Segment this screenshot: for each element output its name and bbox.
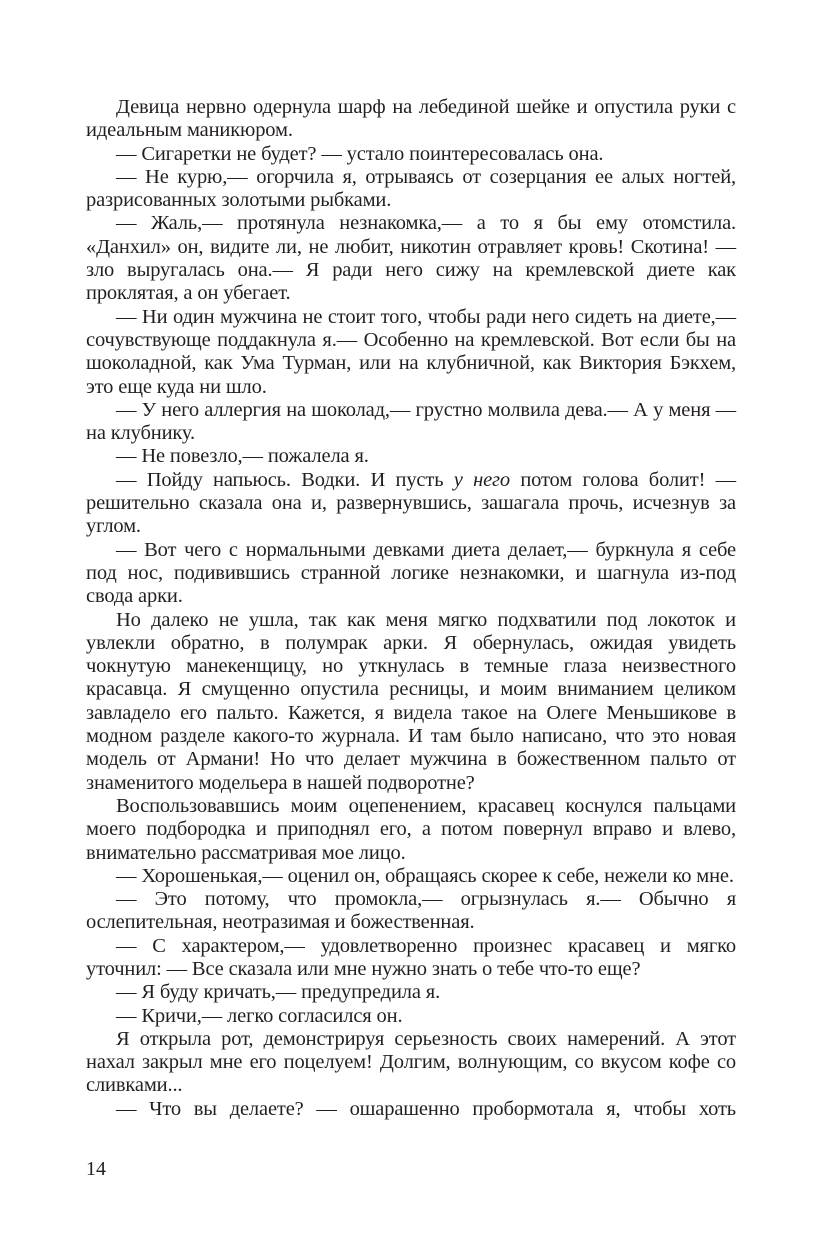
body-text: [86, 96, 736, 1121]
paragraph: Воспользовавшись моим оцепенением, красавец коснулся пальцами моего подбородка и приподнял его, а потом повернул вправо и влево, внимательно рассматривая мое лицо.: [86, 794, 736, 864]
paragraph: — Хорошенькая,— оценил он, обращаясь скорее к себе, нежели ко мне.: [116, 864, 734, 887]
paragraph: — С характером,— удовлетворенно произнес красавец и мягко уточнил: — Все сказала или мне нужно знать о тебе что-то еще?: [86, 934, 736, 980]
paragraph: Я открыла рот, демонстрируя серьезность своих намерений. А этот нахал закрыл мне его поцелуем! Долгим, волнующим, со вкусом кофе со сливками...: [86, 1027, 736, 1097]
page-number: 14: [86, 1158, 106, 1180]
paragraph: — Не повезло,— пожалела я.: [116, 445, 369, 468]
paragraph: — Кричи,— легко согласился он.: [116, 1004, 403, 1027]
paragraph: — Вот чего с нормальными девками диета делает,— буркнула я себе под нос, подивившись странной логике незнакомки, и шагнула из-под свода арки.: [86, 538, 736, 608]
paragraph: — Я буду кричать,— предупредила я.: [116, 981, 441, 1004]
paragraph: — Это потому, что промокла,— огрызнулась я.— Обычно я ослепительная, неотразимая и божественная.: [86, 888, 736, 934]
paragraph: — Жаль,— протянула незнакомка,— а то я бы ему отомстила. «Данхил» он, видите ли, не любит, никотин отравляет кровь! Скотина! — зло выругалась она.— Я ради него сижу на кремлевской диете как проклятая, а он убегает.: [86, 212, 736, 305]
paragraph: — Пойду напьюсь. Водки. И пусть у него потом голова болит! — решительно сказала она и, развернувшись, зашагала прочь, исчезнув за углом.: [86, 468, 736, 538]
paragraph: Но далеко не ушла, так как меня мягко подхватили под локоток и увлекли обратно, в полумрак арки. Я обернулась, ожидая увидеть чокнутую манекенщицу, но уткнулась в темные глаза неизвестного красавца. Я смущенно опустила ресницы, и моим вниманием целиком завладело его пальто. Кажется, я видела такое на Олеге Меньшикове в модном разделе какого-то журнала. И там было написано, что это новая модель от Армани! Но что делает мужчина в божественном пальто от знаменитого модельера в нашей подворотне?: [86, 608, 736, 794]
paragraph: — Что вы делаете? — ошарашенно пробормотала я, чтобы хоть: [116, 1097, 736, 1120]
paragraph: Девица нервно одернула шарф на лебединой шейке и опустила руки с идеальным маникюром.: [86, 96, 736, 142]
paragraph: — Не курю,— огорчила я, отрываясь от созерцания ее алых ногтей, разрисованных золотыми рыбками.: [86, 165, 736, 212]
paragraph: — Сигаретки не будет? — устало поинтересовалась она.: [116, 142, 604, 165]
paragraph: — Ни один мужчина не стоит того, чтобы ради него сидеть на диете,— сочувствующе поддакнула я.— Особенно на кремлевской. Вот если бы на шоколадной, как Ума Турман, или на клубничной, как Виктория Бэкхем, это еще куда ни шло.: [86, 305, 736, 398]
paragraph: — У него аллергия на шоколад,— грустно молвила дева.— А у меня — на клубнику.: [86, 398, 736, 445]
italic-emphasis: у него: [453, 468, 510, 491]
